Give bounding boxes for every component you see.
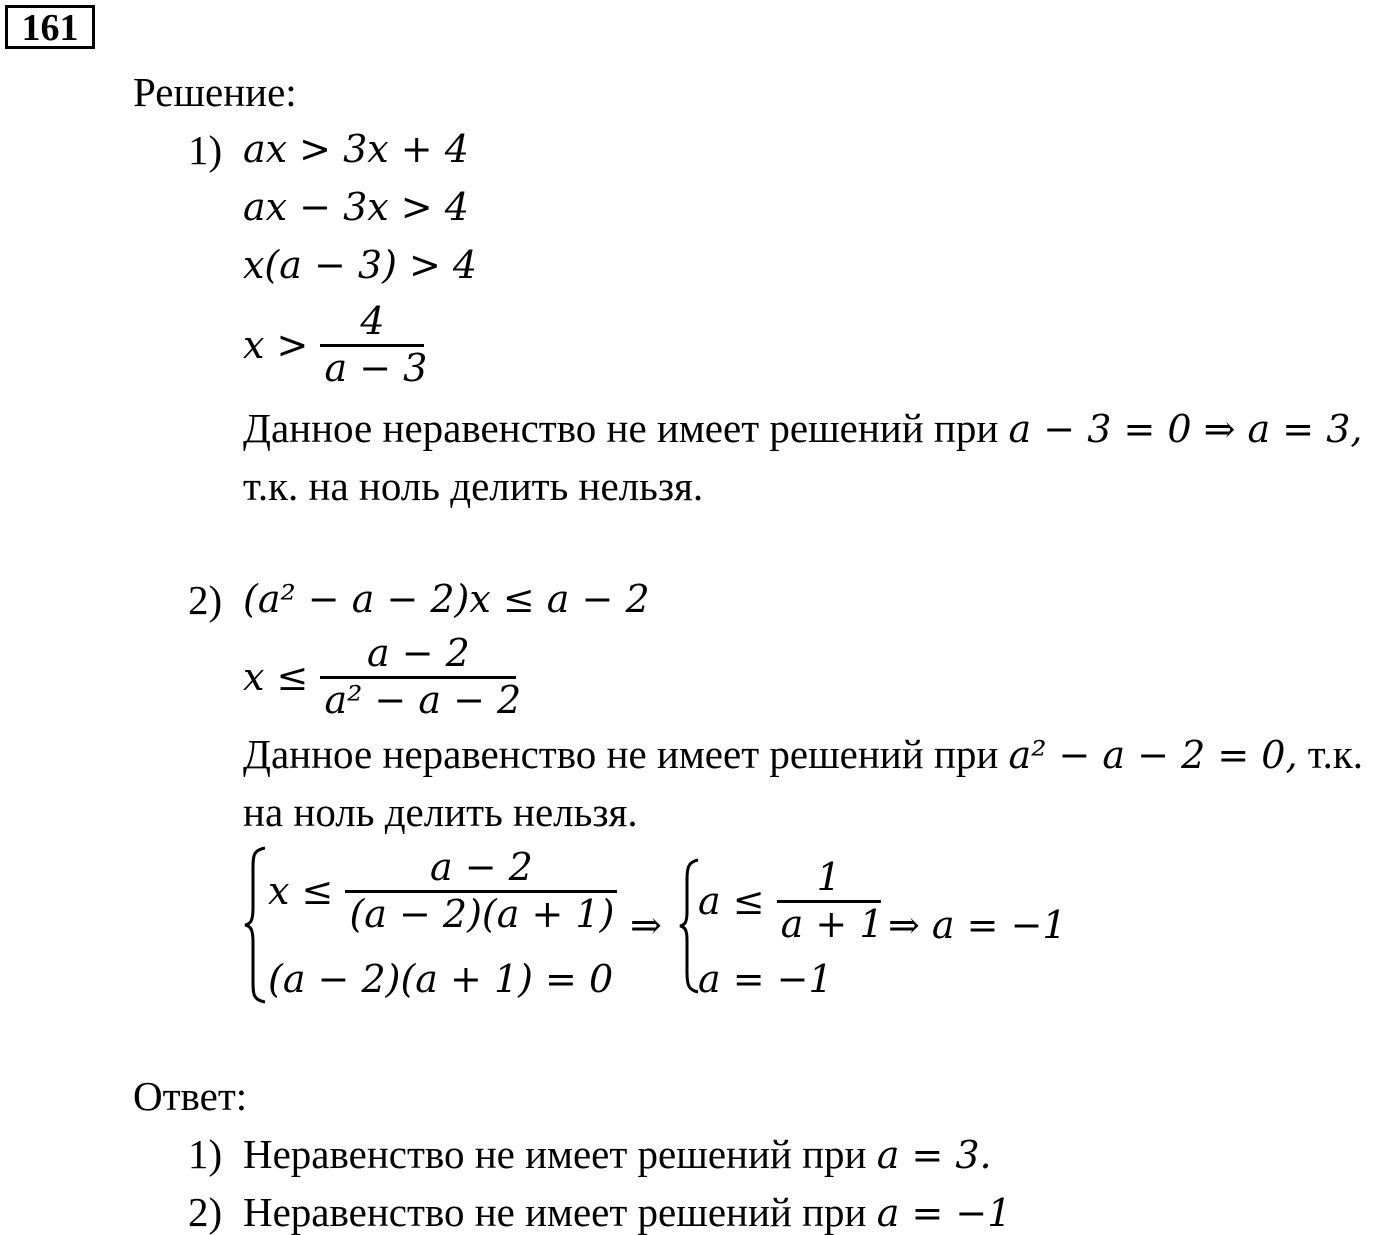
answer2-math: a = −1 bbox=[876, 1191, 1012, 1235]
system1-row2: (a − 2)(a + 1) = 0 bbox=[268, 957, 614, 1001]
answer1-math: a = 3. bbox=[876, 1133, 992, 1177]
implies-arrow: ⇒ bbox=[630, 903, 662, 947]
system1-row1 bbox=[268, 846, 617, 936]
part1-note-line2: т.к. на ноль делить нельзя. bbox=[243, 463, 704, 509]
left-brace-icon bbox=[678, 858, 700, 994]
answer1-label: 1) bbox=[188, 1131, 223, 1177]
part2-fraction-numerator: a − 2 bbox=[367, 631, 470, 675]
part2-label: 2) bbox=[188, 577, 223, 623]
part1-note-math: a − 3 = 0 ⇒ a = 3, bbox=[1008, 407, 1363, 451]
part1-line2: ax − 3x > 4 bbox=[243, 185, 469, 229]
part2-note bbox=[243, 731, 1364, 777]
system2-fraction bbox=[777, 855, 884, 946]
part2-line2-lhs: x ≤ bbox=[243, 655, 309, 700]
part2-note-math: a² − a − 2 = 0, bbox=[1008, 733, 1298, 777]
answer2-text: Неравенство не имеет решений при bbox=[243, 1189, 867, 1235]
part2-note-text: Данное неравенство не имеет решений при bbox=[243, 731, 999, 777]
part1-line4 bbox=[243, 299, 428, 390]
task-number-box: 161 bbox=[5, 5, 95, 49]
system1-fraction-numerator: a − 2 bbox=[430, 845, 533, 889]
left-brace-icon bbox=[243, 846, 267, 1004]
answer2 bbox=[243, 1189, 1012, 1235]
part1-label: 1) bbox=[188, 127, 223, 173]
part1-note bbox=[243, 405, 1363, 451]
part1-line4-lhs: x > bbox=[243, 323, 309, 368]
part1-fraction bbox=[320, 299, 428, 390]
system2-row1-lhs: a ≤ bbox=[698, 879, 765, 924]
part2-fraction bbox=[320, 631, 522, 722]
part1-note-text: Данное неравенство не имеет решений при bbox=[243, 405, 999, 451]
system2-row2: a = −1 bbox=[698, 957, 833, 1001]
system1-row1-lhs: x ≤ bbox=[268, 869, 334, 914]
system2-fraction-denominator: a + 1 bbox=[780, 901, 884, 946]
answer1 bbox=[243, 1131, 992, 1177]
system1-fraction-denominator: (a − 2)(a + 1) bbox=[349, 891, 615, 936]
part1-line1: ax > 3x + 4 bbox=[243, 127, 469, 171]
part1-line3: x(a − 3) > 4 bbox=[243, 243, 478, 287]
part2-fraction-denominator: a² − a − 2 bbox=[324, 677, 522, 722]
part1-fraction-denominator: a − 3 bbox=[324, 345, 428, 390]
system1-fraction bbox=[345, 846, 617, 936]
final-result: ⇒ a = −1 bbox=[888, 903, 1067, 947]
system2-row1 bbox=[698, 855, 884, 946]
part2-note-line2: на ноль делить нельзя. bbox=[243, 789, 638, 835]
part1-fraction-numerator: 4 bbox=[360, 299, 385, 343]
part2-line1: (a² − a − 2)x ≤ a − 2 bbox=[243, 577, 650, 621]
part2-note-tail: т.к. bbox=[1307, 731, 1364, 777]
part2-line2 bbox=[243, 631, 522, 722]
system2-fraction-numerator: 1 bbox=[816, 855, 841, 899]
answer1-text: Неравенство не имеет решений при bbox=[243, 1131, 867, 1177]
answer-heading: Ответ: bbox=[133, 1073, 248, 1119]
solution-heading: Решение: bbox=[133, 69, 297, 115]
answer2-label: 2) bbox=[188, 1189, 223, 1235]
